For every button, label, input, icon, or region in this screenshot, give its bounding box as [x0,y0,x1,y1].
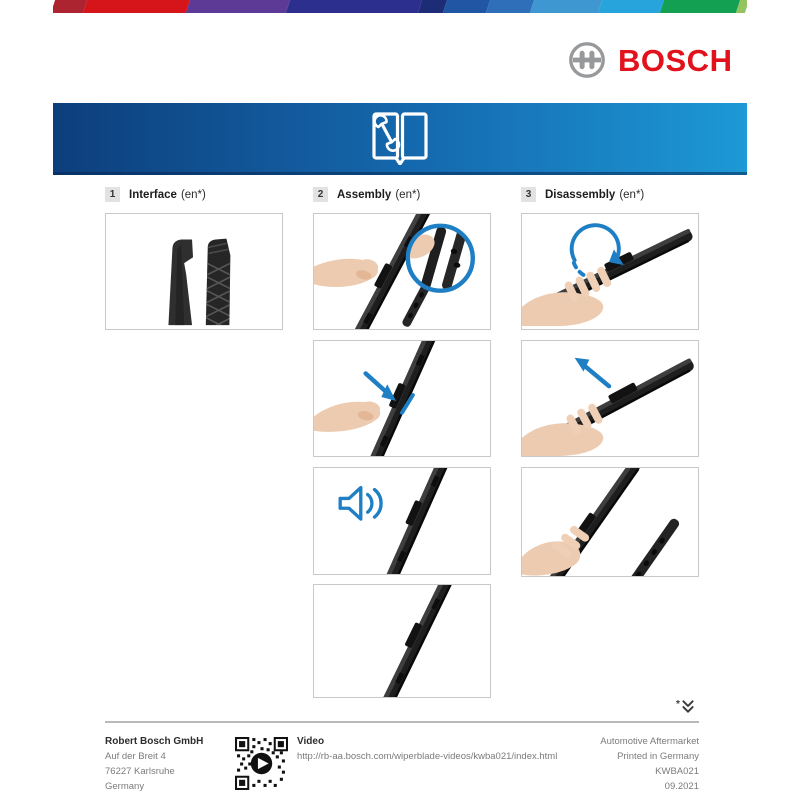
address-line: Auf der Breit 4 [105,751,166,762]
assembly-step1-photo [314,214,490,329]
bosch-armature-icon [567,40,607,80]
section-title: Disassembly [545,188,616,201]
assembly-step1-panel [313,213,491,330]
bosch-wordmark: BOSCH [618,42,733,78]
meta-line: 09.2021 [664,781,699,792]
section-lang-note: (en*) [395,188,421,201]
brand-color-stripe [53,0,747,13]
video-label: Video [297,736,325,747]
stripe-segment [83,0,190,13]
section-number-badge: 2 [313,187,328,202]
disassembly-step3-panel [521,467,699,577]
title-bar [53,103,747,175]
address-line: 76227 Karlsruhe [105,766,175,777]
video-qr-code [235,737,288,790]
bosch-logo [567,40,732,80]
wiper-arm-interface-photo [106,214,282,329]
address-line: Germany [105,781,145,792]
interface-photo-panel [105,213,283,330]
publisher-name: Robert Bosch GmbH [105,736,204,747]
stripe-segment [53,0,87,13]
stripe-segment [286,0,422,13]
manual-book-wrench-icon [371,111,429,165]
meta-line: Automotive Aftermarket [600,736,699,747]
video-url: http://rb-aa.bosch.com/wiperblade-videos/kwba021/index.html [297,751,558,762]
section-title: Assembly [337,188,392,201]
print-meta-block [489,734,699,794]
stripe-segment [598,0,664,13]
assembly-step2-panel [313,340,491,457]
meta-line: KWBA021 [655,766,699,777]
meta-line: Printed in Germany [617,751,699,762]
stripe-segment [660,0,740,13]
footer-divider [105,721,699,723]
disassembly-step1-photo [522,214,698,329]
double-chevron-down-icon [681,699,695,714]
section-title: Interface [129,188,177,201]
footnote-marker [676,699,695,714]
assembly-step3-panel [313,467,491,575]
stripe-segment [486,0,534,13]
disassembly-step2-panel [521,340,699,457]
section-lang-note: (en*) [619,188,645,201]
assembly-step2-photo [314,341,490,456]
footnote-asterisk: * [676,699,680,710]
assembly-step4-panel [313,584,491,698]
disassembly-step2-photo [522,341,698,456]
section-number-badge: 3 [521,187,536,202]
stripe-segment [530,0,602,13]
disassembly-step1-panel [521,213,699,330]
disassembly-step3-photo [522,468,698,576]
stripe-segment [443,0,490,13]
section-number-badge: 1 [105,187,120,202]
section-lang-note: (en*) [180,188,206,201]
section-header-disassembly [521,187,644,202]
publisher-address-block [105,734,203,794]
section-header-assembly [313,187,420,202]
section-header-interface [105,187,206,202]
assembly-step4-photo [314,585,490,697]
stripe-segment [186,0,290,13]
assembly-step3-photo [314,468,490,574]
